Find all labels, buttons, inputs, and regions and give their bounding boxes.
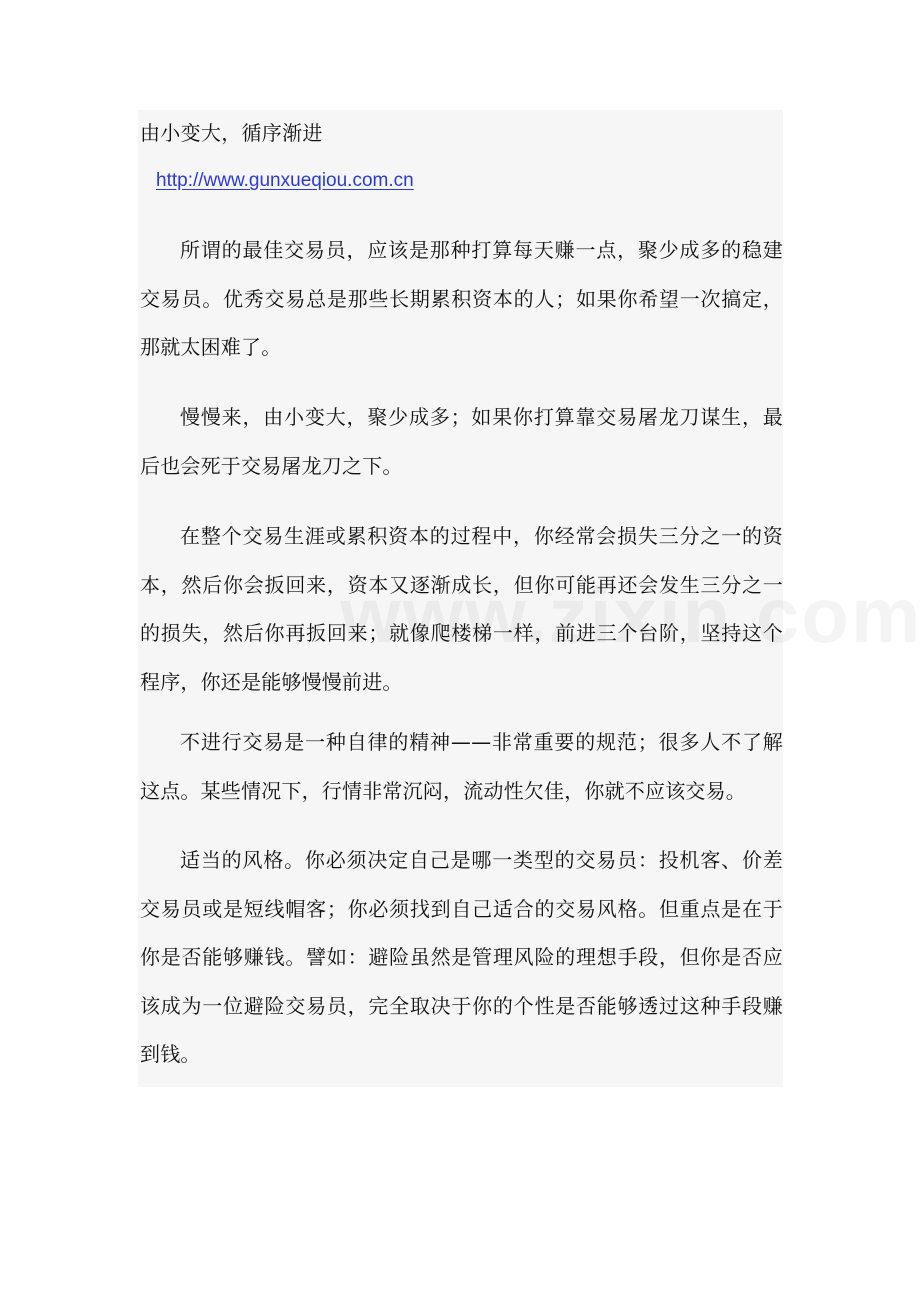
website-link[interactable]: http://www.gunxueqiou.com.cn — [156, 170, 414, 191]
paragraph-4: 不进行交易是一种自律的精神——非常重要的规范；很多人不了解这点。某些情况下，行情非常沉闷，流动性欠佳，你就不应该交易。 — [140, 730, 783, 803]
section-heading: 由小变大，循序渐进 — [140, 121, 323, 145]
content-block — [138, 110, 783, 1087]
paragraph-5: 适当的风格。你必须决定自己是哪一类型的交易员：投机客、价差交易员或是短线帽客；你必须找到自己适合的交易风格。但重点是在于你是否能够赚钱。譬如：避险虽然是管理风险的理想手段，但你是否应该成为一位避险交易员，完全取决于你的个性是否能够透过这种手段赚到钱。 — [140, 848, 783, 1066]
paragraph-3: 在整个交易生涯或累积资本的过程中，你经常会损失三分之一的资本，然后你会扳回来，资本又逐渐成长，但你可能再还会发生三分之一的损失，然后你再扳回来；就像爬楼梯一样，前进三个台阶，坚持这个程序，你还是能够慢慢前进。 — [140, 524, 783, 694]
paragraph-1: 所谓的最佳交易员，应该是那种打算每天赚一点，聚少成多的稳建交易员。优秀交易总是那些长期累积资本的人；如果你希望一次搞定，那就太困难了。 — [140, 238, 783, 359]
paragraph-2: 慢慢来，由小变大，聚少成多；如果你打算靠交易屠龙刀谋生，最后也会死于交易屠龙刀之下。 — [140, 405, 783, 478]
